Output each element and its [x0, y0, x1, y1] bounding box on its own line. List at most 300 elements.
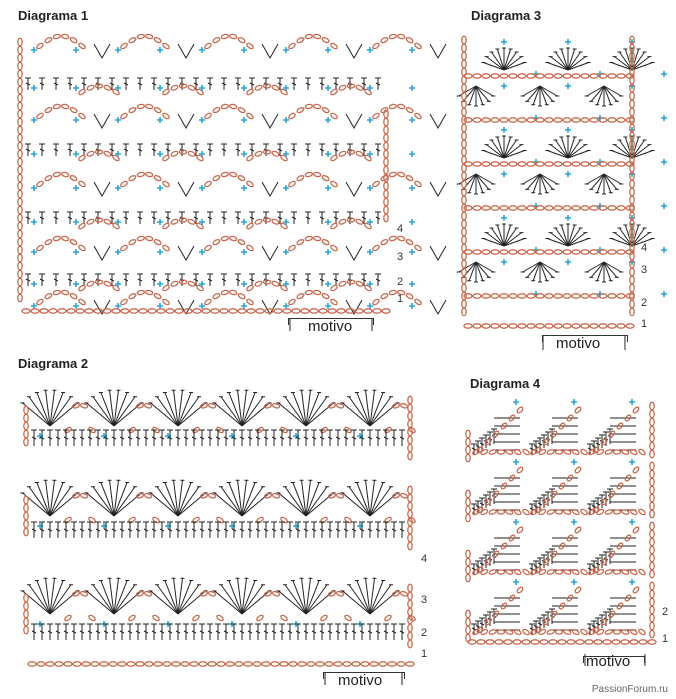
chain-stitch — [650, 570, 654, 578]
chain-stitch — [18, 126, 22, 134]
chain-stitch — [18, 102, 22, 110]
chain-stitch — [137, 34, 145, 39]
chain-stitch — [280, 284, 288, 291]
chain-stitch — [555, 630, 562, 634]
chain-stitch — [572, 324, 580, 328]
chain-stitch — [414, 42, 422, 49]
chain-stitch — [330, 222, 338, 229]
chain-stitch — [650, 614, 654, 622]
chain-stitch — [18, 142, 22, 150]
chain-stitch — [204, 180, 212, 187]
double-crochet — [183, 430, 189, 446]
double-crochet — [221, 212, 227, 224]
chain-stitch — [24, 406, 28, 414]
chain-stitch — [61, 172, 69, 177]
chain-stitch — [518, 206, 526, 210]
chain-stitch — [392, 403, 400, 409]
single-crochet — [283, 185, 289, 191]
chain-stitch — [581, 162, 589, 166]
chain-stitch — [491, 206, 499, 210]
chain-stitch — [31, 309, 39, 313]
single-crochet — [571, 519, 577, 525]
chain-stitch — [534, 446, 542, 454]
chain-stitch — [518, 324, 526, 328]
chain-stitch — [527, 162, 535, 166]
chain-stitch — [527, 324, 535, 328]
chain-stitch — [547, 449, 555, 455]
double-crochet — [375, 274, 381, 286]
chain-stitch — [280, 154, 288, 161]
chain-stitch — [136, 403, 144, 409]
chain-stitch — [581, 250, 589, 254]
double-crochet — [135, 624, 141, 640]
chain-stitch — [554, 324, 562, 328]
single-crochet — [409, 151, 415, 157]
double-crochet-cluster — [178, 114, 194, 128]
single-crochet — [513, 399, 519, 405]
chain-stitch — [347, 150, 354, 154]
single-crochet — [661, 71, 667, 77]
double-crochet — [221, 144, 227, 156]
chain-stitch — [464, 118, 472, 122]
chain-stitch — [18, 54, 22, 62]
double-crochet — [291, 274, 297, 286]
chain-stitch — [64, 516, 72, 523]
double-crochet — [249, 144, 255, 156]
diagram-2-title: Diagrama 2 — [18, 356, 89, 371]
double-crochet — [361, 144, 367, 156]
single-crochet — [283, 249, 289, 255]
double-crochet — [327, 430, 333, 446]
chain-stitch — [554, 294, 562, 298]
double-crochet — [319, 624, 325, 640]
chain-stitch — [95, 84, 102, 88]
double-crochet — [25, 78, 31, 90]
chain-stitch — [555, 450, 562, 454]
single-crochet — [501, 127, 507, 133]
double-crochet — [247, 522, 253, 538]
chain-stitch — [78, 112, 86, 119]
chain-stitch — [254, 280, 262, 287]
chain-stitch — [650, 622, 654, 630]
chain-stitch — [497, 510, 504, 514]
chain-stitch — [650, 426, 654, 434]
double-crochet — [335, 430, 341, 446]
single-crochet — [157, 249, 163, 255]
double-crochet — [549, 145, 568, 158]
chain-stitch — [491, 324, 499, 328]
chain-stitch — [581, 74, 589, 78]
chain-stitch — [352, 662, 360, 666]
double-crochet — [375, 624, 381, 640]
chain-stitch — [154, 662, 162, 666]
chain-stitch — [384, 142, 388, 150]
chain-stitch — [630, 308, 634, 316]
chain-stitch — [472, 508, 480, 515]
chain-stitch — [319, 309, 327, 313]
single-crochet — [283, 47, 289, 53]
chain-stitch — [650, 630, 654, 638]
double-crochet — [235, 274, 241, 286]
chain-stitch — [489, 509, 497, 515]
double-crochet — [67, 274, 73, 286]
chain-stitch — [166, 309, 174, 313]
chain-stitch — [18, 166, 22, 174]
chain-stitch — [473, 118, 481, 122]
chain-stitch — [179, 84, 186, 88]
single-crochet — [241, 117, 247, 123]
chain-stitch — [650, 562, 654, 570]
double-crochet — [568, 57, 587, 70]
chain-stitch — [128, 239, 136, 246]
single-crochet — [157, 303, 163, 309]
chain-stitch — [212, 37, 220, 44]
chain-stitch — [274, 309, 282, 313]
chain-stitch — [153, 239, 161, 246]
chain-stitch — [372, 298, 380, 305]
single-crochet — [565, 171, 571, 177]
chain-stitch — [379, 662, 387, 666]
chain-stitch — [473, 250, 481, 254]
chain-stitch — [246, 112, 254, 119]
chain-stitch — [497, 570, 504, 574]
double-crochet — [67, 78, 73, 90]
chain-stitch — [563, 74, 571, 78]
chain-stitch — [187, 218, 195, 225]
chain-stitch — [246, 298, 254, 305]
chain-stitch — [466, 454, 470, 462]
chain-stitch — [630, 640, 638, 644]
double-crochet — [223, 430, 229, 446]
chain-stitch — [531, 640, 539, 644]
chain-stitch — [221, 290, 229, 295]
chain-stitch — [18, 198, 22, 206]
chain-stitch — [330, 298, 338, 305]
single-crochet — [157, 281, 163, 287]
chain-stitch — [630, 180, 634, 188]
chain-stitch — [69, 293, 77, 300]
single-crochet — [565, 259, 571, 265]
double-crochet — [291, 78, 297, 90]
double-crochet — [485, 57, 504, 70]
chain-stitch — [221, 236, 229, 241]
double-crochet — [375, 144, 381, 156]
diagram-1-panel — [0, 0, 420, 345]
chain-stitch — [221, 172, 229, 177]
chain-stitch — [305, 290, 313, 295]
double-crochet — [183, 522, 189, 538]
single-crochet — [661, 115, 667, 121]
chain-stitch — [630, 188, 634, 196]
chain-stitch — [500, 294, 508, 298]
chain-stitch — [650, 402, 654, 410]
double-crochet — [291, 144, 297, 156]
double-crochet — [191, 522, 197, 538]
double-crochet — [247, 430, 253, 446]
single-crochet — [31, 85, 37, 91]
chain-stitch — [534, 506, 542, 514]
chain-stitch — [558, 640, 566, 644]
double-crochet — [39, 144, 45, 156]
chain-stitch — [400, 493, 408, 499]
chain-stitch — [24, 626, 28, 634]
double-crochet — [63, 522, 69, 538]
chain-stitch — [617, 294, 625, 298]
diagram-1-motif-label: motivo — [308, 318, 353, 335]
double-crochet — [159, 430, 165, 446]
single-crochet — [661, 203, 667, 209]
chain-stitch — [380, 293, 388, 300]
chain-stitch — [170, 280, 178, 287]
single-crochet — [325, 303, 331, 309]
double-crochet — [53, 212, 59, 224]
diagram-2-row-3: 3 — [421, 594, 428, 606]
double-crochet — [193, 274, 199, 286]
double-crochet — [333, 144, 339, 156]
chain-stitch — [22, 309, 30, 313]
chain-stitch — [414, 244, 422, 251]
double-crochet-cluster — [178, 44, 194, 58]
chain-stitch — [408, 396, 412, 404]
double-crochet-cluster — [346, 182, 362, 196]
chain-stitch — [175, 309, 183, 313]
double-crochet — [81, 144, 87, 156]
chain-stitch — [296, 37, 304, 44]
chain-stitch — [408, 624, 412, 632]
chain-stitch — [536, 74, 544, 78]
chain-stitch — [153, 37, 161, 44]
chain-stitch — [632, 526, 640, 534]
chain-stitch — [103, 150, 111, 157]
double-crochet — [504, 57, 523, 70]
chain-stitch — [522, 508, 530, 515]
chain-stitch — [212, 175, 220, 182]
double-crochet — [81, 78, 87, 90]
chain-stitch — [608, 250, 616, 254]
double-crochet — [249, 78, 255, 90]
chain-stitch — [120, 112, 128, 119]
chain-stitch — [630, 196, 634, 204]
chain-stitch — [61, 290, 69, 295]
chain-stitch — [216, 516, 224, 523]
chain-stitch — [617, 206, 625, 210]
chain-stitch — [271, 84, 279, 91]
chain-stitch — [86, 218, 94, 225]
chain-stitch — [581, 206, 589, 210]
diagram-1-row-3: 3 — [397, 251, 404, 263]
diagram-4-panel — [440, 370, 676, 699]
chain-stitch — [650, 502, 654, 510]
chain-stitch — [466, 506, 470, 514]
chain-stitch — [246, 284, 254, 291]
double-crochet — [383, 522, 389, 538]
double-crochet — [367, 522, 373, 538]
double-crochet — [159, 522, 165, 538]
chain-stitch — [244, 662, 252, 666]
chain-stitch — [330, 154, 338, 161]
single-crochet — [73, 249, 79, 255]
chain-stitch — [384, 182, 388, 190]
chain-stitch — [585, 640, 593, 644]
chain-stitch — [397, 104, 405, 109]
chain-stitch — [384, 198, 388, 206]
double-crochet — [31, 430, 37, 446]
chain-stitch — [288, 42, 296, 49]
double-crochet — [25, 144, 31, 156]
single-crochet — [199, 47, 205, 53]
double-crochet — [279, 522, 285, 538]
chain-stitch — [509, 74, 517, 78]
chain-stitch — [408, 600, 412, 608]
chain-stitch — [307, 662, 315, 666]
double-crochet — [199, 624, 205, 640]
chain-stitch — [53, 172, 61, 177]
single-crochet — [73, 303, 79, 309]
double-crochet — [391, 522, 397, 538]
chain-stitch — [382, 309, 390, 313]
chain-stitch — [152, 614, 160, 621]
chain-stitch — [196, 88, 204, 95]
double-crochet — [361, 78, 367, 90]
chain-stitch — [554, 74, 562, 78]
chain-stitch — [313, 290, 321, 295]
chain-stitch — [271, 218, 279, 225]
chain-stitch — [237, 37, 245, 44]
single-crochet — [31, 185, 37, 191]
chain-stitch — [246, 222, 254, 229]
chain-stitch — [162, 112, 170, 119]
chain-stitch — [592, 506, 600, 514]
chain-stitch — [384, 150, 388, 158]
chain-stitch — [18, 278, 22, 286]
double-crochet — [613, 233, 632, 246]
chain-stitch — [380, 37, 388, 44]
chain-stitch — [464, 324, 472, 328]
chain-stitch — [187, 84, 195, 91]
chain-stitch — [608, 206, 616, 210]
chain-stitch — [389, 236, 397, 241]
chain-stitch — [500, 250, 508, 254]
chain-stitch — [82, 662, 90, 666]
double-crochet — [87, 522, 93, 538]
double-crochet — [143, 624, 149, 640]
chain-stitch — [298, 662, 306, 666]
diagram-1-row-1: 1 — [397, 293, 404, 305]
watermark: PassionForum.ru — [591, 684, 668, 695]
chain-stitch — [462, 148, 466, 156]
double-crochet — [568, 145, 587, 158]
double-crochet — [351, 430, 357, 446]
double-crochet — [319, 274, 325, 286]
chain-stitch — [55, 662, 63, 666]
chain-stitch — [24, 594, 28, 602]
double-crochet — [367, 624, 373, 640]
diagram-3-row-3: 3 — [641, 264, 648, 276]
single-crochet — [115, 47, 121, 53]
double-crochet — [159, 624, 165, 640]
chain-stitch — [86, 150, 94, 157]
chain-stitch — [95, 218, 102, 222]
chain-stitch — [462, 108, 466, 116]
double-crochet — [67, 212, 73, 224]
chain-stitch — [18, 214, 22, 222]
double-crochet — [151, 274, 157, 286]
double-crochet — [568, 233, 587, 246]
chain-stitch — [288, 180, 296, 187]
double-crochet-cluster — [346, 246, 362, 260]
diagram-2-row-4: 4 — [421, 553, 428, 565]
single-crochet — [513, 579, 519, 585]
chain-stitch — [397, 34, 405, 39]
chain-stitch — [594, 640, 602, 644]
single-crochet — [629, 519, 635, 525]
chain-stitch — [482, 206, 490, 210]
double-crochet-cluster — [262, 44, 278, 58]
chain-stitch — [103, 218, 111, 225]
double-crochet — [111, 522, 117, 538]
double-crochet — [109, 144, 115, 156]
chain-stitch — [630, 276, 634, 284]
chain-stitch — [36, 112, 44, 119]
chain-stitch — [572, 294, 580, 298]
double-crochet — [123, 144, 129, 156]
chain-stitch — [554, 162, 562, 166]
double-crochet — [333, 212, 339, 224]
double-crochet — [47, 430, 53, 446]
double-crochet-cluster — [94, 44, 110, 58]
double-crochet — [375, 522, 381, 538]
chain-stitch — [246, 88, 254, 95]
chain-stitch — [220, 309, 228, 313]
chain-stitch — [397, 236, 405, 241]
chain-stitch — [632, 586, 640, 594]
double-crochet — [221, 78, 227, 90]
chain-stitch — [650, 530, 654, 538]
chain-stitch — [473, 74, 481, 78]
double-crochet — [199, 430, 205, 446]
chain-stitch — [246, 244, 254, 251]
chain-stitch — [588, 448, 596, 455]
chain-stitch — [262, 662, 270, 666]
chain-stitch — [18, 38, 22, 46]
chain-stitch — [145, 34, 153, 39]
chain-stitch — [46, 662, 54, 666]
chain-stitch — [325, 662, 333, 666]
chain-stitch — [128, 516, 136, 523]
double-crochet — [632, 145, 651, 158]
chain-stitch — [24, 602, 28, 610]
chain-stitch — [605, 569, 613, 575]
chain-stitch — [313, 172, 321, 177]
chain-stitch — [408, 632, 412, 640]
chain-stitch — [53, 104, 61, 109]
chain-stitch — [221, 104, 229, 109]
chain-stitch — [522, 448, 530, 455]
chain-stitch — [78, 244, 86, 251]
chain-stitch — [313, 104, 321, 109]
chain-stitch — [179, 218, 186, 222]
chain-stitch — [630, 100, 634, 108]
chain-stitch — [650, 554, 654, 562]
chain-stitch — [321, 37, 329, 44]
chain-stitch — [217, 662, 225, 666]
chain-stitch — [608, 118, 616, 122]
chain-stitch — [121, 309, 129, 313]
double-crochet — [207, 624, 213, 640]
chain-stitch — [522, 640, 530, 644]
chain-stitch — [18, 262, 22, 270]
chain-stitch — [536, 250, 544, 254]
